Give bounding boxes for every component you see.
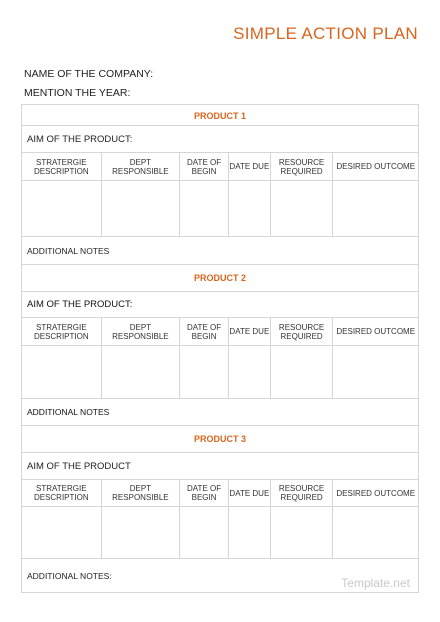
col-date-due: DATE DUE (229, 153, 271, 180)
entry-cell[interactable] (271, 181, 334, 236)
col-strategy-description: STRATERGIE DESCRIPTION (22, 480, 102, 506)
product-2-column-headers (21, 318, 419, 346)
col-resource-required: RESOURCE REQUIRED (271, 153, 334, 180)
col-date-of-begin: DATE OF BEGIN (180, 153, 229, 180)
col-desired-outcome: DESIRED OUTCOME (336, 327, 416, 336)
entry-cell[interactable] (102, 181, 181, 236)
entry-cell[interactable] (22, 181, 102, 236)
product-3-notes: ADDITIONAL NOTES: (21, 559, 419, 593)
col-date-due: DATE DUE (229, 480, 271, 506)
product-1-notes: ADDITIONAL NOTES (21, 237, 419, 265)
document-title: SIMPLE ACTION PLAN (233, 24, 418, 43)
col-strategy-description: STRATERGIE DESCRIPTION (22, 153, 102, 180)
product-2-aim: AIM OF THE PRODUCT: (21, 292, 419, 318)
product-1-entry-row[interactable] (21, 181, 419, 237)
action-plan-sheet (21, 104, 419, 593)
product-3-column-headers (21, 480, 419, 507)
col-dept-responsible: DEPT RESPONSIBLE (102, 480, 181, 506)
entry-cell[interactable] (180, 346, 229, 398)
col-desired-outcome: DESIRED OUTCOME (336, 488, 416, 498)
col-dept-responsible: DEPT RESPONSIBLE (102, 153, 181, 180)
product-3-heading: PRODUCT 3 (21, 426, 419, 453)
company-label: NAME OF THE COMPANY: (24, 68, 154, 80)
year-label: MENTION THE YEAR: (24, 87, 131, 99)
entry-cell[interactable] (229, 346, 271, 398)
entry-cell[interactable] (271, 507, 334, 558)
entry-cell[interactable] (102, 346, 181, 398)
entry-cell[interactable] (333, 346, 418, 398)
col-date-of-begin: DATE OF BEGIN (180, 318, 229, 345)
watermark: Template.net (341, 576, 410, 590)
entry-cell[interactable] (271, 346, 334, 398)
col-desired-outcome: DESIRED OUTCOME (336, 162, 416, 171)
entry-cell[interactable] (102, 507, 181, 558)
product-1-aim: AIM OF THE PRODUCT: (21, 126, 419, 153)
entry-cell[interactable] (22, 507, 102, 558)
entry-cell[interactable] (333, 507, 418, 558)
entry-cell[interactable] (229, 181, 271, 236)
entry-cell[interactable] (333, 181, 418, 236)
product-2-notes: ADDITIONAL NOTES (21, 399, 419, 426)
entry-cell[interactable] (229, 507, 271, 558)
col-dept-responsible: DEPT RESPONSIBLE (102, 318, 181, 345)
col-resource-required: RESOURCE REQUIRED (271, 480, 334, 506)
col-date-of-begin: DATE OF BEGIN (180, 480, 229, 506)
entry-cell[interactable] (180, 181, 229, 236)
product-2-heading: PRODUCT 2 (21, 265, 419, 292)
col-strategy-description: STRATERGIE DESCRIPTION (22, 318, 102, 345)
entry-cell[interactable] (180, 507, 229, 558)
col-resource-required: RESOURCE REQUIRED (271, 318, 334, 345)
product-3-aim: AIM OF THE PRODUCT (21, 453, 419, 480)
product-2-entry-row[interactable] (21, 346, 419, 399)
col-date-due: DATE DUE (229, 318, 271, 345)
product-1-column-headers (21, 153, 419, 181)
product-1-heading: PRODUCT 1 (21, 104, 419, 126)
entry-cell[interactable] (22, 346, 102, 398)
product-3-entry-row[interactable] (21, 507, 419, 559)
